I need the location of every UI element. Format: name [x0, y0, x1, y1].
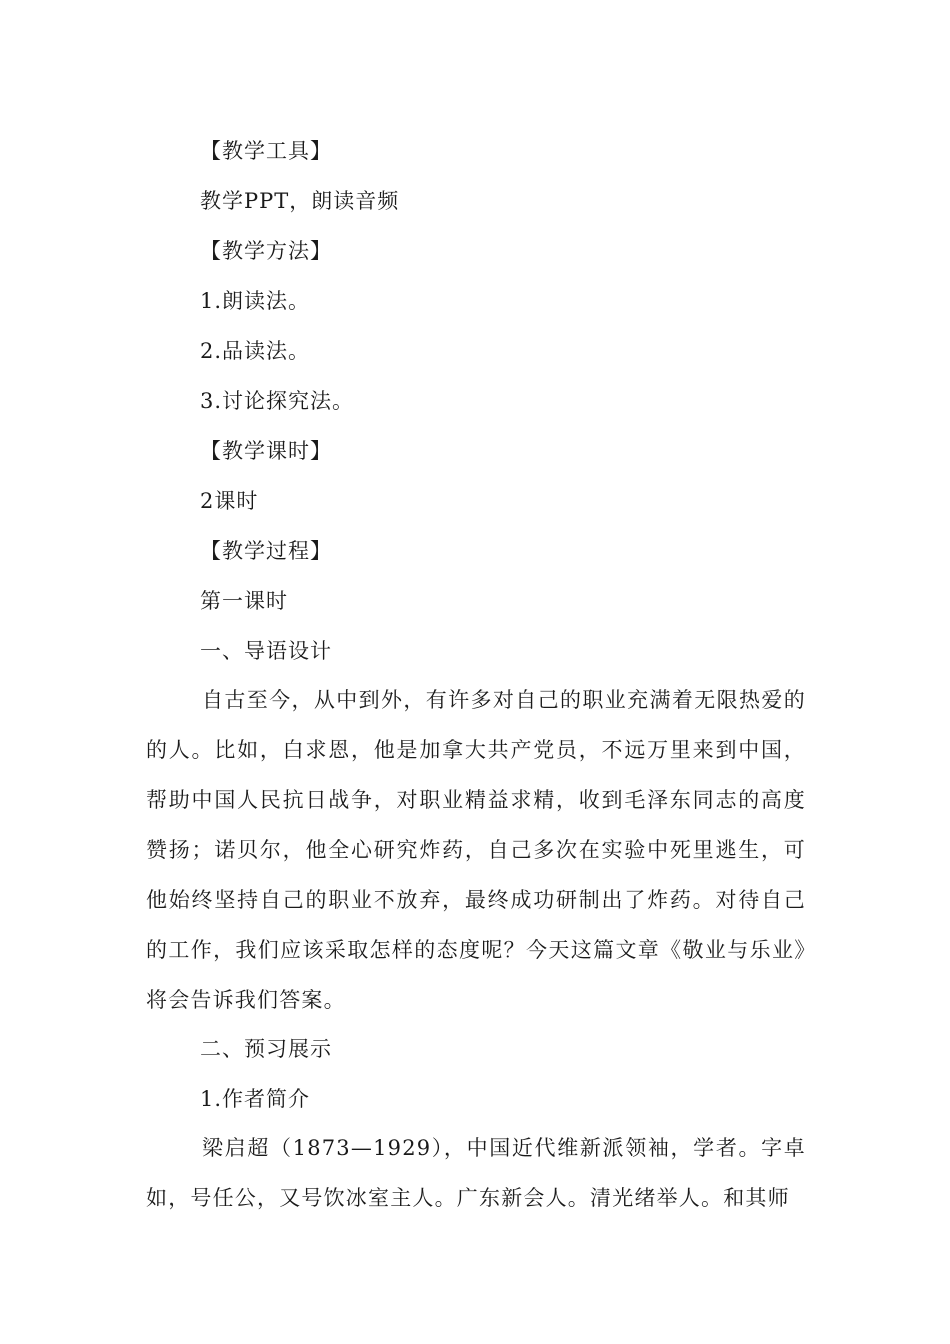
heading-teaching-process: 【教学过程】 — [200, 539, 332, 563]
author-intro-heading: 1.作者简介 — [200, 1087, 311, 1111]
method-item-reading: 1.朗读法。 — [200, 289, 311, 313]
heading-teaching-methods: 【教学方法】 — [200, 239, 332, 263]
method-item-appreciation: 2.品读法。 — [200, 339, 311, 363]
section-two-heading: 二、预习展示 — [200, 1037, 332, 1061]
teaching-tools-content: 教学PPT，朗读音频 — [200, 189, 400, 213]
method-item-discussion: 3.讨论探究法。 — [200, 389, 355, 413]
heading-class-hours: 【教学课时】 — [200, 439, 332, 463]
first-lesson-label: 第一课时 — [200, 589, 288, 613]
heading-teaching-tools: 【教学工具】 — [200, 139, 332, 163]
section-one-heading: 一、导语设计 — [200, 639, 332, 663]
intro-paragraph: 自古至今，从中到外，有许多对自己的职业充满着无限热爱的的人。比如，白求恩，他是加拿大共产党员，不远万里来到中国，帮助中国人民抗日战争，对职业精益求精，收到毛泽东同志的高度赞扬；诺贝尔，他全心研究炸药，自己多次在实验中死里逃生，可他始终坚持自己的职业不放弃，最终成功研制出了炸药。对待自己的工作，我们应该采取怎样的态度呢？今天这篇文章《敬业与乐业》将会告诉我们答案。 — [146, 688, 806, 1012]
author-paragraph: 梁启超（1873—1929），中国近代维新派领袖，学者。字卓如，号任公，又号饮冰室主人。广东新会人。清光绪举人。和其师 — [146, 1136, 806, 1210]
class-hours-content: 2课时 — [200, 489, 259, 513]
